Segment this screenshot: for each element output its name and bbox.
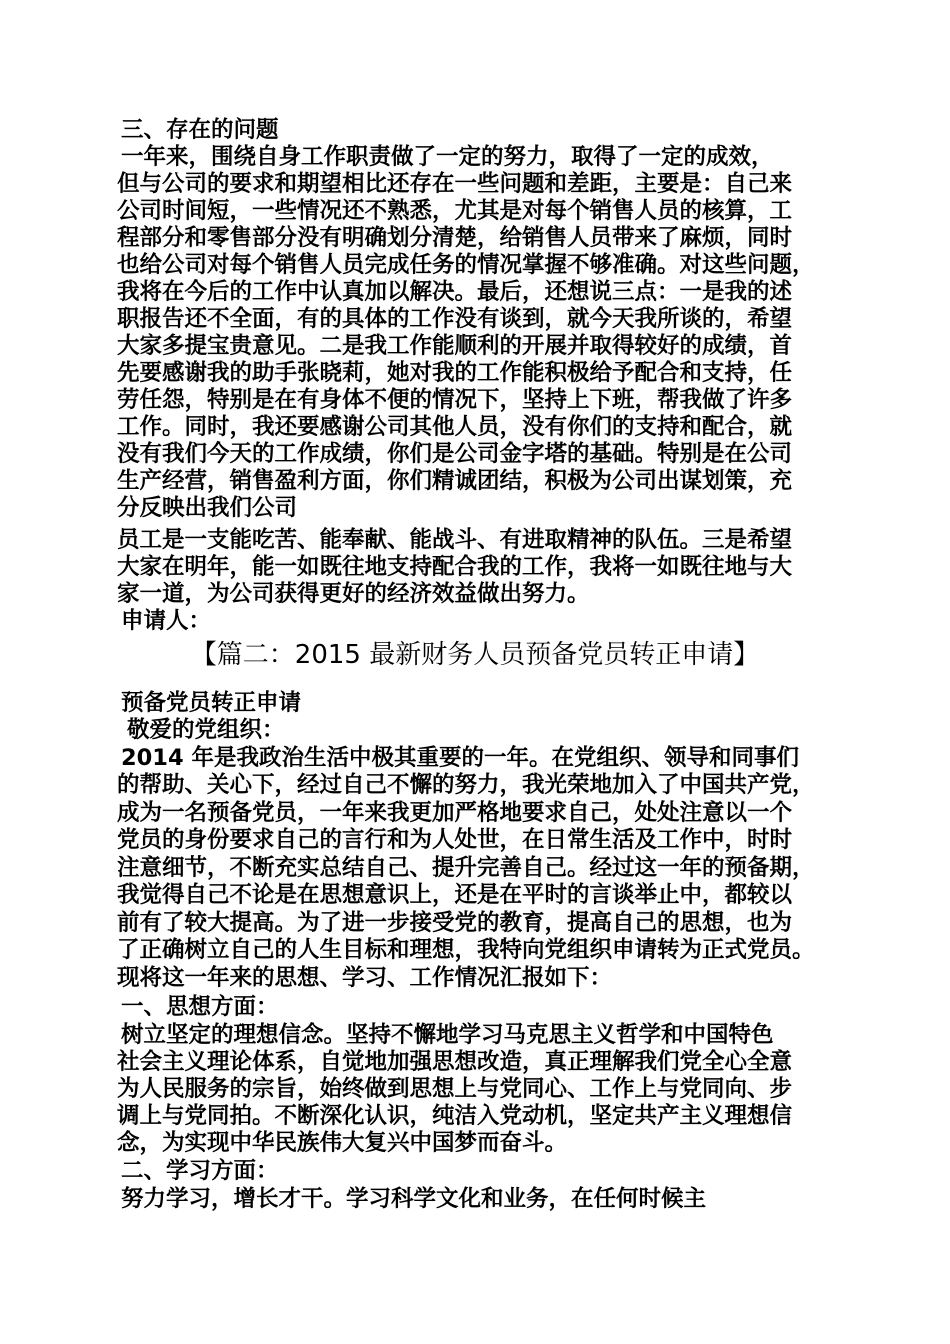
section-heading-study: 二、学习方面： bbox=[121, 1158, 279, 1184]
paragraph-line: 我觉得自己不论是在思想意识上，还是在平时的言谈举止中，都较以 bbox=[117, 882, 793, 908]
paragraph-line: 我将在今后的工作中认真加以解决。最后，还想说三点：一是我的述 bbox=[117, 279, 793, 305]
paragraph-line: 大家多提宝贵意见。二是我工作能顺利的开展并取得较好的成绩，首 bbox=[117, 333, 793, 359]
paragraph-line: 劳任怨，特别是在有身体不便的情况下，坚持上下班，帮我做了许多 bbox=[117, 387, 793, 413]
application-title: 预备党员转正申请 bbox=[121, 690, 302, 716]
paragraph-line: 公司时间短，一些情况还不熟悉，尤其是对每个销售人员的核算，工 bbox=[117, 198, 793, 224]
paragraph-line: 党员的身份要求自己的言行和为人处世，在日常生活及工作中，时时 bbox=[117, 827, 793, 853]
paragraph-line: 注意细节，不断充实总结自己、提升完善自己。经过这一年的预备期， bbox=[117, 855, 815, 881]
paragraph-line: 程部分和零售部分没有明确划分清楚，给销售人员带来了麻烦，同时 bbox=[117, 225, 793, 251]
paragraph-line: 为人民服务的宗旨，始终做到思想上与党同心、工作上与党同向、步 bbox=[117, 1076, 793, 1102]
paragraph-line: 工作。同时，我还要感谢公司其他人员，没有你们的支持和配合，就 bbox=[117, 414, 793, 440]
paragraph-line: 大家在明年，能一如既往地支持配合我的工作，我将一如既往地与大 bbox=[117, 554, 793, 580]
paragraph-line: 念，为实现中华民族伟大复兴中国梦而奋斗。 bbox=[117, 1130, 568, 1156]
paragraph-line: 成为一名预备党员，一年来我更加严格地要求自己，处处注意以一个 bbox=[117, 800, 793, 826]
paragraph-line: 前有了较大提高。为了进一步接受党的教育，提高自己的思想，也为 bbox=[117, 910, 793, 936]
paragraph-line: 员工是一支能吃苦、能奉献、能战斗、有进取精神的队伍。三是希望 bbox=[117, 527, 793, 553]
paragraph-line: 一年来，围绕自身工作职责做了一定的努力，取得了一定的成效， bbox=[121, 144, 774, 170]
paragraph-line: 分反映出我们公司 bbox=[117, 495, 298, 521]
paragraph-line: 了正确树立自己的人生目标和理想，我特向党组织申请转为正式党员。 bbox=[117, 937, 815, 963]
applicant-label: 申请人： bbox=[121, 608, 212, 634]
paragraph-line: 调上与党同拍。不断深化认识，纯洁入党动机，坚定共产主义理想信 bbox=[117, 1103, 793, 1129]
paragraph-line: 树立坚定的理想信念。坚持不懈地学习马克思主义哲学和中国特色 bbox=[121, 1022, 774, 1048]
paragraph-line: 先要感谢我的助手张晓莉，她对我的工作能积极给予配合和支持，任 bbox=[117, 360, 793, 386]
paragraph-line: 职报告还不全面，有的具体的工作没有谈到，就今天我所谈的，希望 bbox=[117, 306, 793, 332]
paragraph-line: 努力学习，增长才干。学习科学文化和业务，在任何时候主 bbox=[121, 1186, 707, 1212]
paragraph-line: 没有我们今天的工作成绩，你们是公司金字塔的基础。特别是在公司 bbox=[117, 441, 793, 467]
chapter-title: 【篇二：2015 最新财务人员预备党员转正申请】 bbox=[190, 640, 760, 670]
paragraph-line: 家一道，为公司获得更好的经济效益做出努力。 bbox=[117, 581, 590, 607]
paragraph-line: 也给公司对每个销售人员完成任务的情况掌握不够准确。对这些问题， bbox=[117, 252, 815, 278]
paragraph-line: 但与公司的要求和期望相比还存在一些问题和差距，主要是：自己来 bbox=[117, 171, 793, 197]
salutation: 敬爱的党组织： bbox=[127, 717, 285, 743]
paragraph-line: 生产经营，销售盈利方面，你们精诚团结，积极为公司出谋划策，充 bbox=[117, 468, 793, 494]
paragraph-line: 社会主义理论体系，自觉地加强思想改造，真正理解我们党全心全意 bbox=[117, 1049, 793, 1075]
paragraph-line: 现将这一年来的思想、学习、工作情况汇报如下： bbox=[117, 965, 613, 991]
section-heading-problems: 三、存在的问题 bbox=[121, 117, 279, 143]
paragraph-line: 的帮助、关心下，经过自己不懈的努力，我光荣地加入了中国共产党， bbox=[117, 772, 815, 798]
section-heading-thought: 一、思想方面： bbox=[121, 994, 279, 1020]
paragraph-line: 2014 年是我政治生活中极其重要的一年。在党组织、领导和同事们 bbox=[121, 745, 799, 771]
